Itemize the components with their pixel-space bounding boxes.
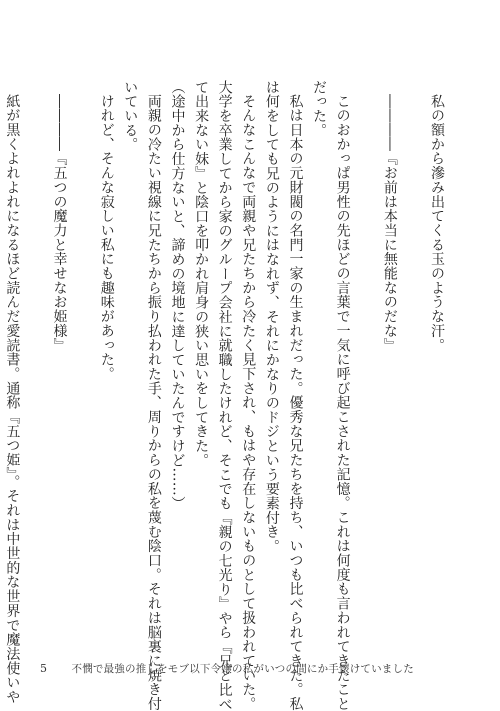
text-line: （途中から仕方ないと、諦めの境地に達していたんですけど……） bbox=[169, 80, 186, 511]
text-line: は何をしても兄のようにはなれず、それにかなりのドジという要素付き。 bbox=[263, 80, 280, 554]
page-footer bbox=[40, 661, 414, 676]
text-line: 私の額から滲み出てくる玉のような汗。 bbox=[429, 94, 445, 353]
text-line: 私は日本の元財閥の名門一家の生まれだった。優秀な兄たちを持ち、いつも比べられてきた。私 bbox=[287, 94, 304, 711]
blank-line bbox=[23, 80, 47, 640]
blank-line bbox=[354, 80, 378, 640]
blank-line bbox=[71, 80, 95, 640]
text-line: けれど、そんな寂しい私にも趣味があった。 bbox=[98, 94, 115, 381]
text-line: 紙が黒くよれよれになるほど読んだ愛読書。通称『五つ姫』。それは中世的な世界で魔法使いや bbox=[4, 94, 21, 705]
text-line: いている。 bbox=[122, 80, 139, 152]
text-line: そんなこんなで両親や兄たちから冷たく見下され、もはや存在しないものとして扱われていた。 bbox=[240, 94, 257, 711]
text-line: このおかっぱ男性の先ほどの言葉で一気に呼び起こされた記憶。これは何度も言われてきたこと bbox=[334, 94, 351, 711]
blank-line bbox=[401, 80, 425, 640]
text-line: 両親の冷たい視線に兄たちから振り払われた手、周りからの私を蔑む陰口。それは脳裏に焼き付 bbox=[145, 94, 162, 711]
page-number: 5 bbox=[40, 662, 47, 675]
text-line: て出来ない妹』と陰口を叩かれ肩身の狭い思いをしてきた。 bbox=[193, 80, 210, 468]
text-line: ――――『五つの魔力と幸せなお姫様』 bbox=[51, 94, 68, 353]
text-line: ――――『お前は本当に無能なのだな』 bbox=[381, 94, 398, 353]
running-title: 不憫で最強の推しをモブ以下令嬢の私がいつの間にか手懐けていました bbox=[71, 663, 414, 675]
text-line: 大学を卒業してから家のグループ会社に就職したけれど、そこでも『親の七光り』やら『兄と比べ bbox=[216, 80, 233, 711]
text-line: だった。 bbox=[311, 80, 328, 138]
